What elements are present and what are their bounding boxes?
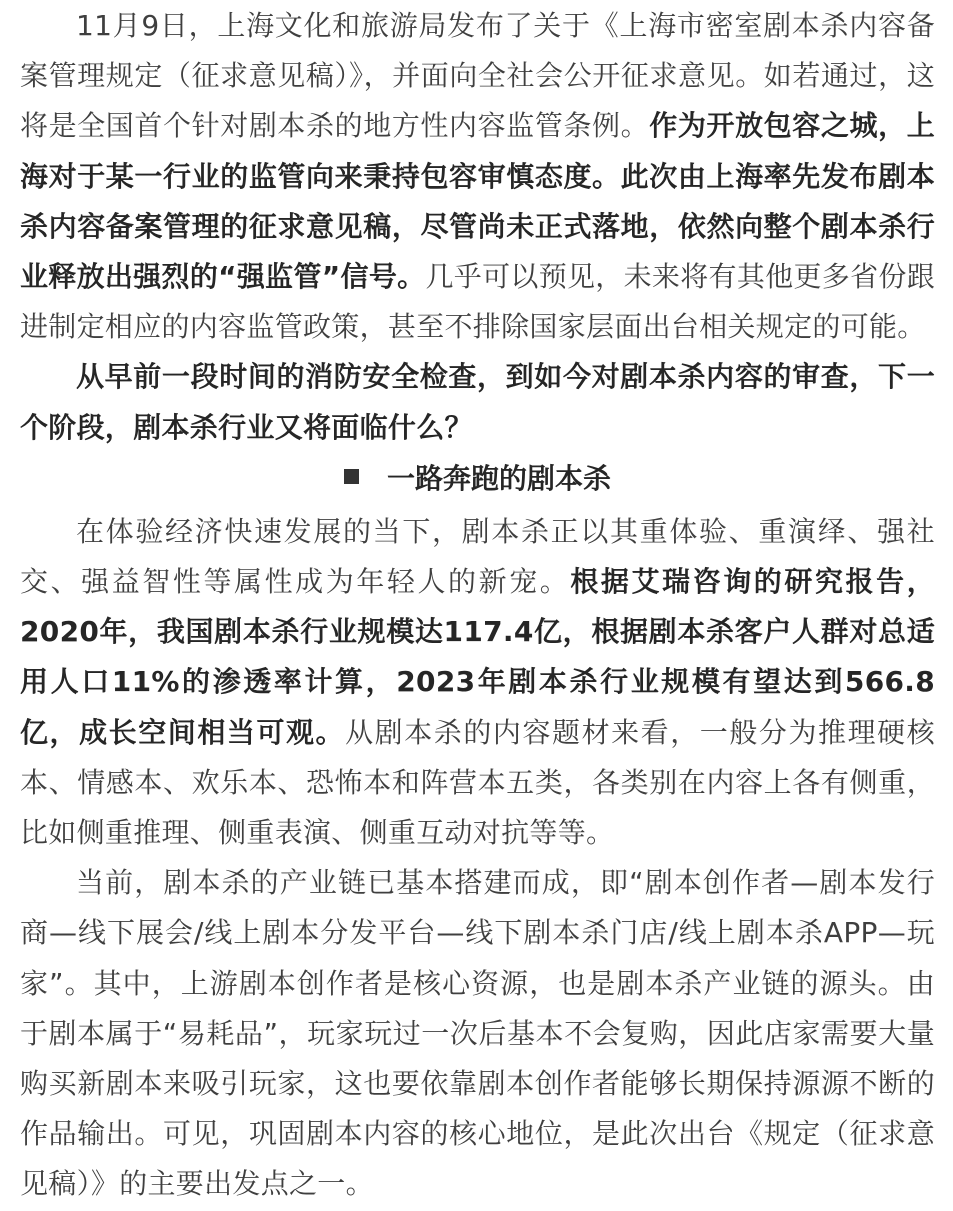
paragraph-industry-chain <box>20 858 935 1209</box>
paragraph-market <box>20 507 935 858</box>
industry-chain-text: 当前，剧本杀的产业链已基本搭建而成，即“剧本创作者—剧本发行商—线下展会/线上剧本分发平台—线下剧本杀门店/线上剧本杀APP—玩家”。其中，上游剧本创作者是核心资源，也是剧本杀产业链的源头。由于剧本属于“易耗品”，玩家玩过一次后基本不会复购，因此店家需要大量购买新剧本来吸引玩家，这也要依靠剧本创作者能够长期保持源源不断的作品输出。可见，巩固剧本内容的核心地位，是此次出台《规定（征求意见稿）》的主要出发点之一。 <box>20 866 935 1201</box>
section-heading-text: 一路奔跑的剧本杀 <box>386 461 611 495</box>
intro-bold-text: 作为开放包容之城，上海对于某一行业的监管向来秉持包容审慎态度。此次由上海率先发布剧本杀内容备案管理的征求意见稿，尽管尚未正式落地，依然向整个剧本杀行业释放出强烈的“强监管”信号。 <box>20 109 935 294</box>
article-body <box>0 1 953 1211</box>
section-heading <box>20 453 935 507</box>
paragraph-intro <box>20 1 935 352</box>
market-text: 在体验经济快速发展的当下，剧本杀正以其重体验、重演绎、强社交、强益智性等属性成为年轻人的新宠。 <box>20 514 935 599</box>
market-bold-text: 根据艾瑞咨询的研究报告，2020年，我国剧本杀行业规模达117.4亿，根据剧本杀客户人群对总适用人口11%的渗透率计算，2023年剧本杀行业规模有望达到566.8亿，成长空间相当可观。 <box>20 565 935 749</box>
paragraph-question <box>20 352 935 452</box>
intro-text: 11月9日，上海文化和旅游局发布了关于《上海市密室剧本杀内容备案管理规定（征求意见稿）》，并面向全社会公开征求意见。如若通过，这将是全国首个针对剧本杀的地方性内容监管条例。 <box>20 9 935 143</box>
intro-text-end: 几乎可以预见，未来将有其他更多省份跟进制定相应的内容监管政策，甚至不排除国家层面出台相关规定的可能。 <box>20 260 936 344</box>
market-text-end: 从剧本杀的内容题材来看，一般分为推理硬核本、情感本、欢乐本、恐怖本和阵营本五类，各类别在内容上各有侧重，比如侧重推理、侧重表演、侧重互动对抗等等。 <box>20 715 935 850</box>
square-icon <box>344 469 359 484</box>
question-bold-text: 从早前一段时间的消防安全检查，到如今对剧本杀内容的审查，下一个阶段，剧本杀行业又将面临什么？ <box>20 360 935 444</box>
